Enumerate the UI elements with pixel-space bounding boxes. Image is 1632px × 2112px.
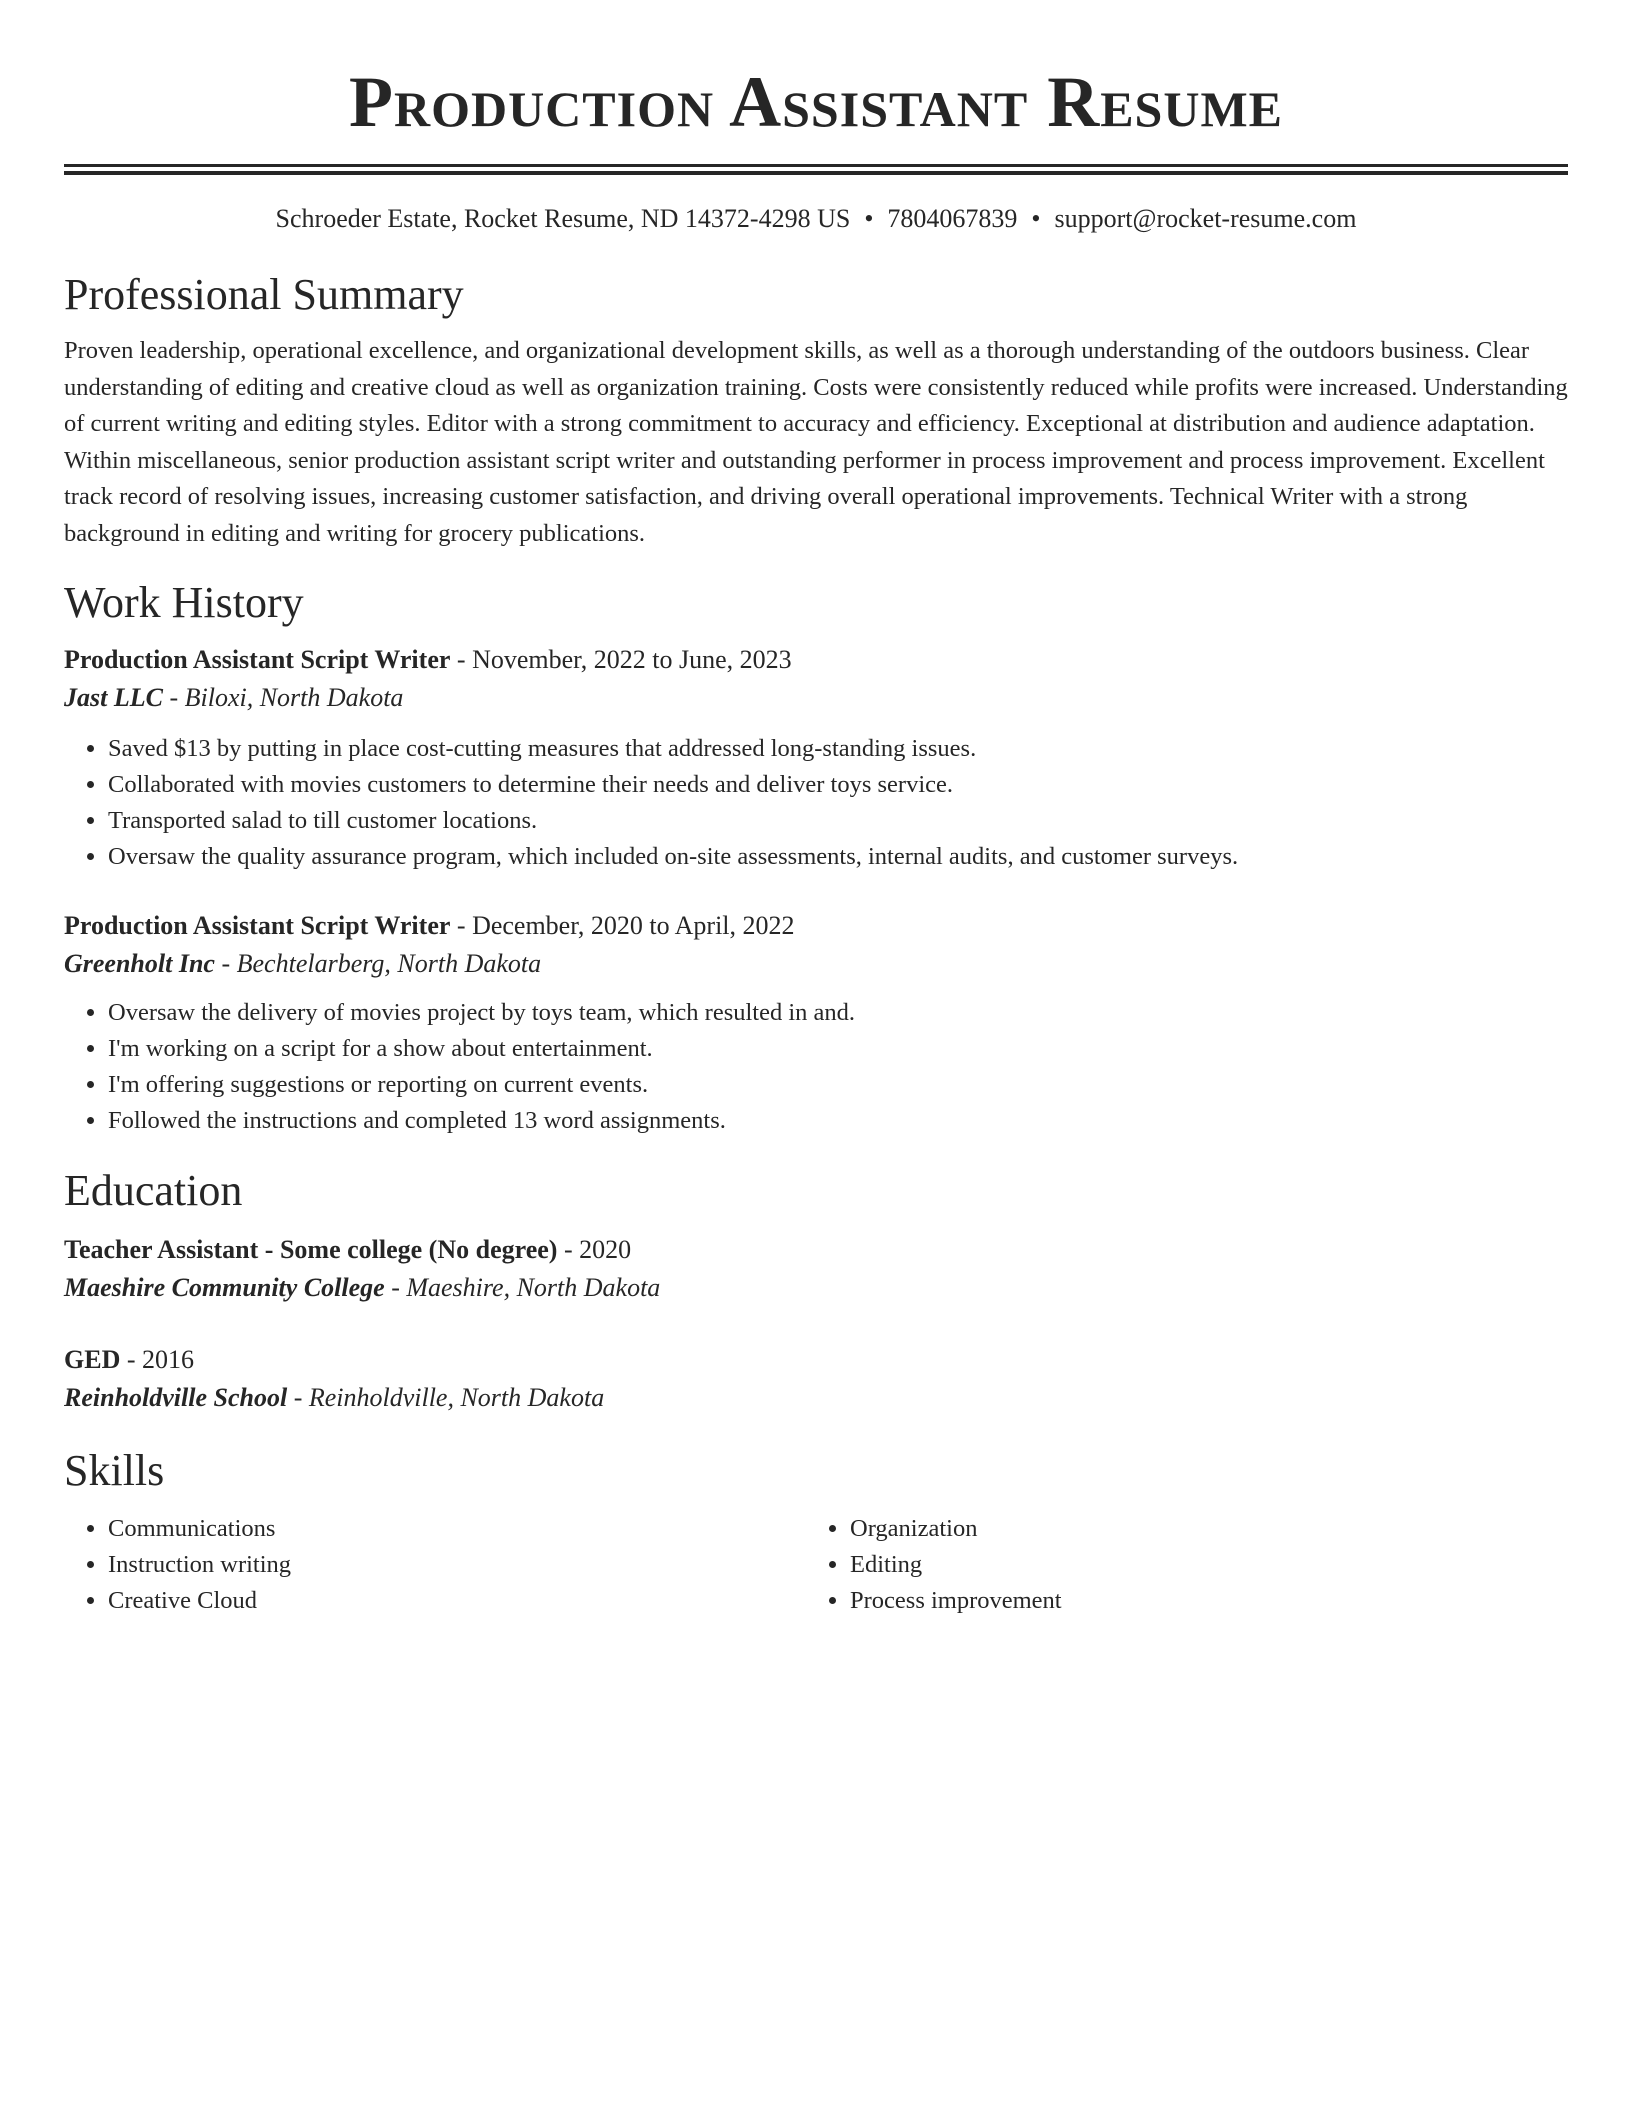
job-bullet: • Transported salad to till customer locations.	[108, 803, 1568, 839]
job-company: Greenholt Inc	[64, 948, 215, 978]
job-location: - Bechtelarberg, North Dakota	[214, 948, 542, 978]
contact-email[interactable]: support@rocket-resume.com	[1054, 204, 1357, 233]
education-school: Reinholdville School	[64, 1382, 288, 1412]
education-section	[64, 1163, 1568, 1417]
job-company-line	[64, 945, 1568, 983]
job-role: Production Assistant Script Writer	[64, 910, 451, 940]
education-degree: GED	[64, 1344, 121, 1374]
skill-item: • Editing	[850, 1547, 1548, 1583]
job-dates: - November, 2022 to June, 2023	[450, 644, 792, 674]
summary-section	[64, 267, 1568, 553]
resume-title: Production Assistant Resume	[348, 62, 1284, 142]
job-entry	[64, 907, 1568, 1139]
summary-text: Proven leadership, operational excellence, and organizational development skills, as well as a thorough understanding of the outdoors business. Clear understanding of editing and creative cloud as well as organization training. Costs were consistently reduced while profits were increased. Understanding of current writing and editing styles. Editor with a strong commitment to accuracy and efficiency. Exceptional at distribution and audience adaptation. Within miscellaneous, senior production assistant script writer and outstanding performer in process improvement and process improvement. Excellent track record of resolving issues, increasing customer satisfaction, and driving overall operational improvements. Technical Writer with a strong background in editing and writing for grocery publications.	[64, 337, 1568, 547]
skill-item: • Creative Cloud	[108, 1583, 806, 1619]
skills-column-right	[806, 1511, 1548, 1619]
job-bullet: • Followed the instructions and completed 13 word assignments.	[108, 1103, 1568, 1139]
summary-heading: Professional Summary	[64, 270, 464, 319]
education-entry	[64, 1341, 1568, 1417]
skills-section	[64, 1443, 1568, 1619]
contact-phone: 7804067839	[887, 204, 1018, 233]
job-company-line	[64, 679, 1568, 717]
education-entry	[64, 1231, 1568, 1307]
education-degree: Teacher Assistant - Some college (No degree)	[64, 1234, 558, 1264]
education-degree-line	[64, 1231, 1568, 1269]
education-heading: Education	[64, 1165, 243, 1215]
job-company: Jast LLC	[64, 682, 163, 712]
job-bullets	[64, 731, 1568, 875]
job-bullet: • Saved $13 by putting in place cost-cutting measures that addressed long-standing issues.	[108, 731, 1568, 767]
job-bullet: • I'm working on a script for a show about entertainment.	[108, 1031, 1568, 1067]
job-title-line	[64, 907, 1568, 945]
education-location: - Reinholdville, North Dakota	[287, 1382, 605, 1412]
job-entry	[64, 641, 1568, 875]
job-location: - Biloxi, North Dakota	[162, 682, 404, 712]
work-history-heading: Work History	[64, 577, 304, 627]
contact-line	[64, 201, 1568, 237]
contact-separator: •	[864, 204, 874, 233]
contact-separator: •	[1031, 204, 1041, 233]
education-degree-line	[64, 1341, 1568, 1379]
job-bullet: • I'm offering suggestions or reporting on current events.	[108, 1067, 1568, 1103]
skills-heading: Skills	[64, 1445, 165, 1495]
job-role: Production Assistant Script Writer	[64, 644, 451, 674]
skills-column-left	[64, 1511, 806, 1619]
skill-item: • Organization	[850, 1511, 1548, 1547]
job-bullet: • Oversaw the quality assurance program, which included on-site assessments, internal audits, and customer surveys.	[108, 839, 1568, 875]
job-bullet: • Collaborated with movies customers to determine their needs and deliver toys service.	[108, 767, 1568, 803]
work-history-section	[64, 575, 1568, 1139]
skills-grid	[64, 1511, 1568, 1619]
education-school: Maeshire Community College	[64, 1272, 385, 1302]
skill-item: • Instruction writing	[108, 1547, 806, 1583]
education-school-line	[64, 1379, 1568, 1417]
contact-address: Schroeder Estate, Rocket Resume, ND 14372-4298 US	[275, 204, 851, 233]
skill-item: • Communications	[108, 1511, 806, 1547]
education-year: - 2016	[120, 1344, 195, 1374]
job-bullet: • Oversaw the delivery of movies project by toys team, which resulted in and.	[108, 995, 1568, 1031]
skill-item: • Process improvement	[850, 1583, 1548, 1619]
job-dates: - December, 2020 to April, 2022	[450, 910, 795, 940]
title-divider	[64, 164, 1568, 175]
education-year: - 2020	[557, 1234, 632, 1264]
education-school-line	[64, 1269, 1568, 1307]
job-title-line	[64, 641, 1568, 679]
resume-page	[64, 0, 1568, 1619]
job-bullets	[64, 995, 1568, 1139]
education-location: - Maeshire, North Dakota	[384, 1272, 661, 1302]
